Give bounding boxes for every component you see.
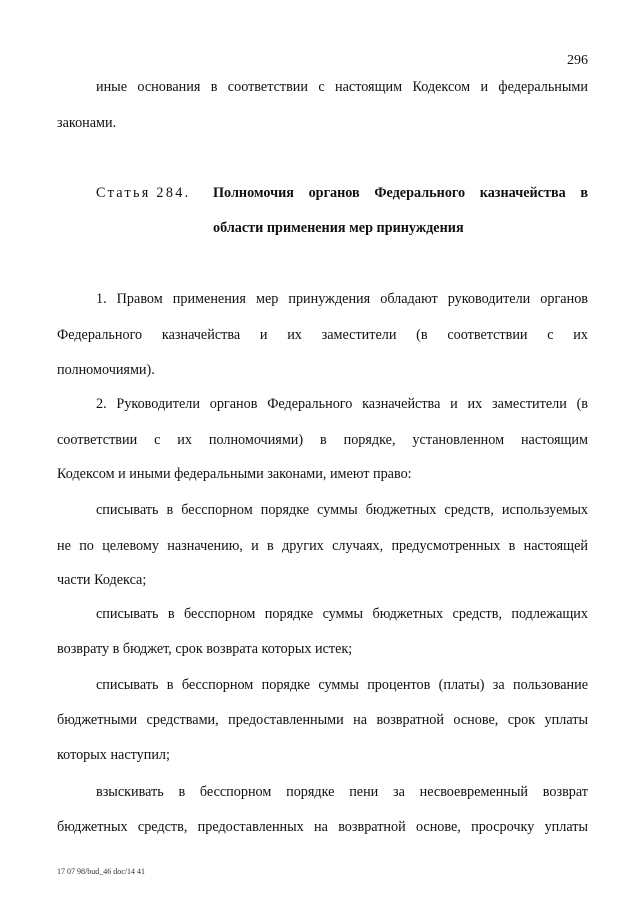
text-line: части Кодекса;: [57, 572, 147, 588]
intro-line: законами.: [57, 115, 117, 131]
text-line: бюджетных средств, предоставленных на возвратной основе, просрочку уплаты: [57, 819, 588, 835]
text-line: Федерального казначейства и их заместители (в соответствии с их: [57, 327, 588, 343]
text-line: списывать в бесспорном порядке суммы процентов (платы) за пользование: [96, 677, 588, 693]
article-label: Статья 284.: [96, 185, 191, 201]
text-line: 2. Руководители органов Федерального казначейства и их заместители (в: [96, 396, 588, 412]
page-number: 296: [567, 53, 588, 68]
text-line: которых наступил;: [57, 747, 170, 763]
article-title: Полномочия органов Федерального казначейства в: [213, 185, 588, 201]
text-line: списывать в бесспорном порядке суммы бюджетных средств, используемых: [96, 502, 588, 518]
intro-line: иные основания в соответствии с настоящим Кодексом и федеральными: [96, 79, 588, 95]
footer-file-stamp: 17 07 98/bud_46 doc/14 41: [57, 867, 145, 876]
text-line: возврату в бюджет, срок возврата которых истек;: [57, 641, 353, 657]
text-line: Кодексом и иными федеральными законами, имеют право:: [57, 466, 412, 482]
text-line: списывать в бесспорном порядке суммы бюджетных средств, подлежащих: [96, 606, 588, 622]
text-line: бюджетными средствами, предоставленными на возвратной основе, срок уплаты: [57, 712, 588, 728]
text-line: не по целевому назначению, и в других случаях, предусмотренных в настоящей: [57, 538, 588, 554]
text-line: соответствии с их полномочиями) в порядке, установленном настоящим: [57, 432, 588, 448]
text-line: взыскивать в бесспорном порядке пени за несвоевременный возврат: [96, 784, 588, 800]
text-line: 1. Правом применения мер принуждения обладают руководители органов: [96, 291, 588, 307]
article-title-continued: области применения мер принуждения: [213, 220, 464, 236]
text-line: полномочиями).: [57, 362, 155, 378]
